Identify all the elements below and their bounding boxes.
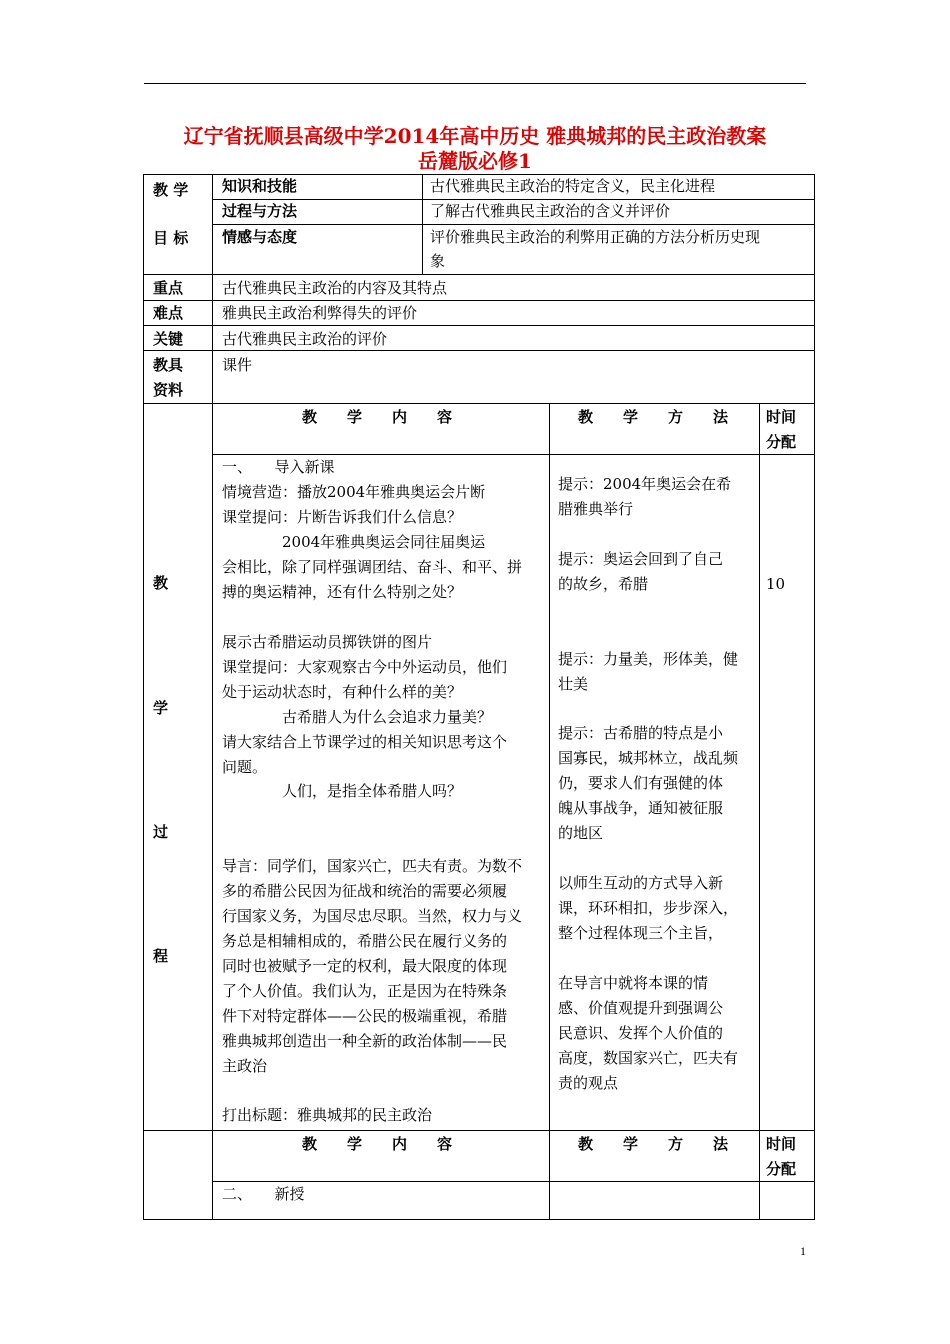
method-column-header: 教 学 方 法 [578, 408, 729, 426]
method-line: 感、价值观提升到强调公 [558, 999, 724, 1017]
method-line: 整个过程体现三个主旨， [558, 924, 724, 942]
method-line: 壮美 [558, 675, 589, 693]
column-divider [422, 174, 423, 274]
content-line: 主政治 [222, 1057, 268, 1075]
method-line: 提示：力量美，形体美，健 [558, 650, 739, 668]
content-line: 了个人价值。我们认为，正是因为在特殊条 [222, 982, 508, 1000]
method-line: 腊雅典举行 [558, 500, 634, 518]
difficulty-content: 雅典民主政治利弊得失的评价 [222, 304, 418, 322]
content-line: 务总是相辅相成的，希腊公民在履行义务的 [222, 932, 508, 950]
method-line: 责的观点 [558, 1074, 619, 1092]
document-subtitle: 岳麓版必修1 [418, 149, 532, 173]
content-line: 请大家结合上节课学过的相关知识思考这个 [222, 733, 508, 751]
process-label-char: 过 [153, 823, 169, 841]
content-line: 会相比，除了同样强调团结、奋斗、和平、拼 [222, 558, 523, 576]
materials-content: 课件 [222, 356, 253, 374]
objective-content: 了解古代雅典民主政治的含义并评价 [430, 202, 671, 220]
method-line: 提示：古希腊的特点是小 [558, 724, 724, 742]
time-column-header: 分配 [766, 433, 797, 451]
table-border-left [143, 174, 144, 1220]
lesson-plan-table [143, 174, 815, 1220]
content-line: 课堂提问：片断告诉我们什么信息？ [222, 508, 463, 526]
method-line: 以师生互动的方式导入新 [558, 874, 724, 892]
objectives-label: 教 学 [153, 181, 189, 199]
content-line: 同时也被赋予一定的权利，最大限度的体现 [222, 957, 508, 975]
content-column-header: 教 学 内 容 [302, 408, 453, 426]
process-label-char: 程 [153, 947, 169, 965]
content-line: 人们，是指全体希腊人吗？ [222, 782, 463, 800]
method-line: 国寡民，城邦林立，战乱频 [558, 749, 739, 767]
content-line: 搏的奥运精神，还有什么特别之处？ [222, 583, 463, 601]
content-line: 一、 导入新课 [222, 458, 335, 476]
method-column-header: 教 学 方 法 [578, 1135, 729, 1153]
time-column-header: 时间 [766, 408, 797, 426]
method-line: 在导言中就将本课的情 [558, 974, 709, 992]
objective-name: 知识和技能 [222, 177, 298, 195]
difficulty-label: 难点 [153, 304, 184, 322]
objective-content: 评价雅典民主政治的利弊用正确的方法分析历史现 [430, 228, 761, 246]
content-line: 问题。 [222, 758, 268, 776]
method-line: 仍，要求人们有强健的体 [558, 774, 724, 792]
method-line: 的故乡，希腊 [558, 575, 649, 593]
method-line: 课，环环相扣，步步深入， [558, 899, 739, 917]
key-content: 古代雅典民主政治的评价 [222, 330, 388, 348]
materials-label: 资料 [153, 381, 184, 399]
method-line: 高度，数国家兴亡，匹夫有 [558, 1049, 739, 1067]
key-points-content: 古代雅典民主政治的内容及其特点 [222, 279, 448, 297]
document-title: 辽宁省抚顺县高级中学2014年高中历史 雅典城邦的民主政治教案 [183, 124, 767, 148]
header-rule [144, 83, 806, 84]
content-line: 导言：同学们，国家兴亡，匹夫有责。为数不 [222, 857, 523, 875]
table-border-right [814, 174, 815, 1220]
content-line: 多的希腊公民因为征战和统治的需要必须履 [222, 882, 508, 900]
objectives-label: 目 标 [153, 229, 189, 247]
objective-content: 古代雅典民主政治的特定含义，民主化进程 [430, 177, 716, 195]
content-line: 雅典城邦创造出一种全新的政治体制——民 [222, 1032, 508, 1050]
time-column-header: 时间 [766, 1135, 797, 1153]
content-line: 课堂提问：大家观察古今中外运动员，他们 [222, 658, 508, 676]
row-divider [143, 274, 815, 275]
method-line: 的地区 [558, 824, 604, 842]
key-label: 关键 [153, 330, 184, 348]
method-line: 魄从事战争，通知被征服 [558, 799, 724, 817]
method-line: 提示：奥运会回到了自己 [558, 550, 724, 568]
content-column-header: 教 学 内 容 [302, 1135, 453, 1153]
content-line: 处于运动状态时，有种什么样的美？ [222, 683, 463, 701]
content-line: 2004年雅典奥运会同往届奥运 [222, 533, 486, 551]
time-column-header: 分配 [766, 1160, 797, 1178]
content-line: 情境营造：播放2004年雅典奥运会片断 [222, 483, 486, 501]
objective-name: 过程与方法 [222, 202, 298, 220]
method-line: 民意识、发挥个人价值的 [558, 1024, 724, 1042]
content-line: 行国家义务，为国尽忠尽职。当然，权力与义 [222, 907, 523, 925]
page-number: 1 [800, 1244, 806, 1258]
method-line: 提示：2004年奥运会在希 [558, 475, 732, 493]
content-line: 展示古希腊运动员掷铁饼的图片 [222, 633, 433, 651]
column-divider [549, 403, 550, 1220]
process-label-char: 学 [153, 699, 169, 717]
objective-content: 象 [430, 252, 446, 270]
table-border-bottom [143, 1219, 815, 1220]
content-line: 古希腊人为什么会追求力量美？ [222, 708, 493, 726]
materials-label: 教具 [153, 356, 184, 374]
process-label-char: 教 [153, 574, 169, 592]
row-divider [143, 1130, 815, 1131]
column-divider [759, 403, 760, 1220]
row-divider [143, 403, 815, 404]
content-line: 打出标题：雅典城邦的民主政治 [222, 1106, 433, 1124]
time-value: 10 [766, 575, 786, 593]
key-points-label: 重点 [153, 279, 184, 297]
objective-name: 情感与态度 [222, 228, 298, 246]
column-divider [212, 174, 213, 1220]
content-line: 件下对特定群体——公民的极端重视，希腊 [222, 1007, 508, 1025]
new-section-heading: 二、 新授 [222, 1185, 305, 1203]
